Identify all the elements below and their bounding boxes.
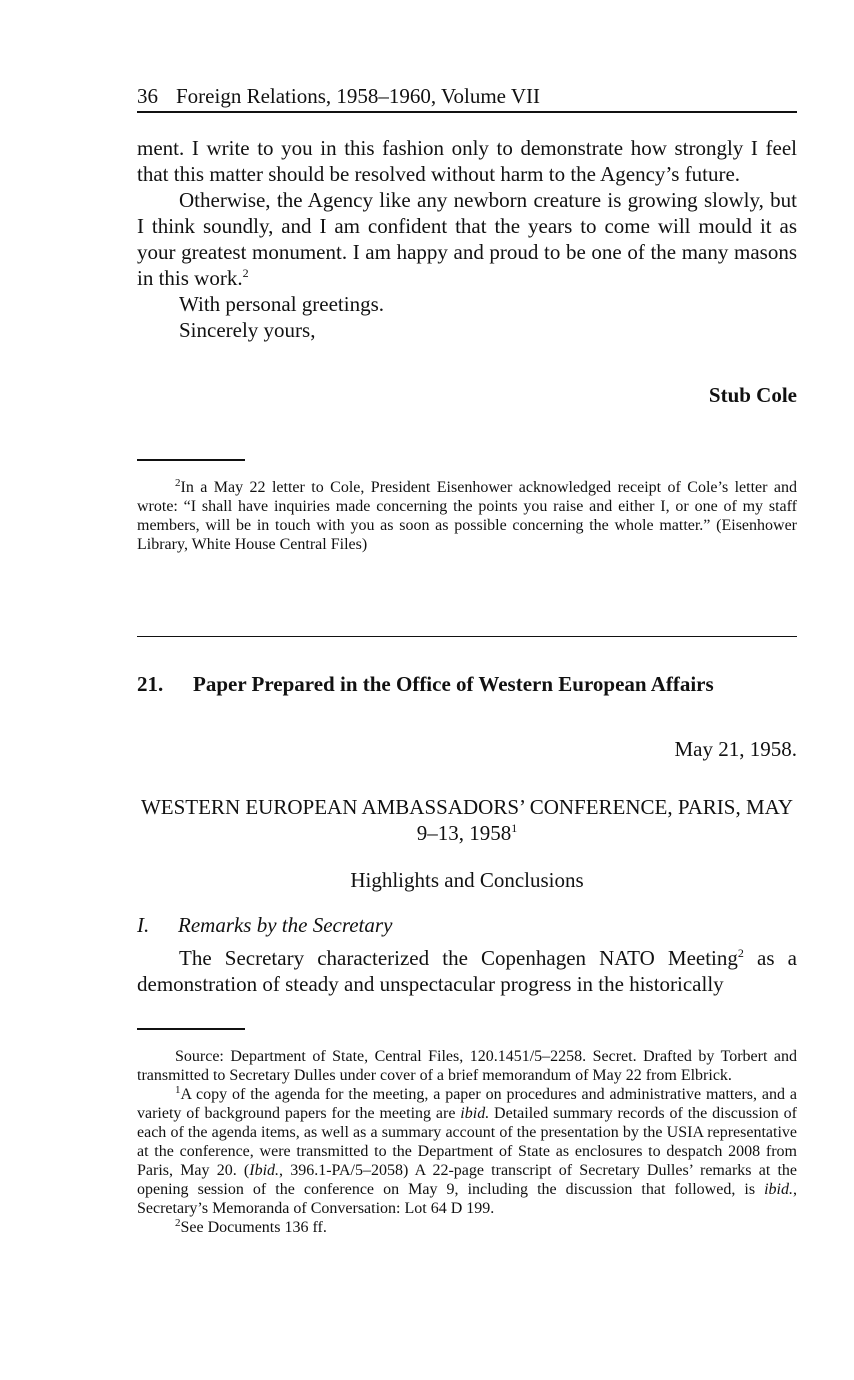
footnote-ref-1: 1: [511, 821, 518, 835]
running-header: [137, 82, 797, 110]
footnote-marker: 2: [175, 477, 181, 489]
signature: Stub Cole: [708, 383, 797, 407]
letter-greeting: With personal greetings.: [179, 292, 385, 316]
footnote-1: $^1$A copy of the agenda for the meeting, a paper on procedures and administrative matters, and a variety of background papers for the meeting are ibid. Detailed summary records of the discussion of each of the agenda items, as well as a summary account of the presentation by the USIA representative at the conference, were transmitted to the Department of State as enclosures to despatch 2008 from Paris, May 20. (Ibid., 396.1-PA/5–2058) A 22-page transcript of Secretary Dulles’ remarks at the opening session of the conference on May 9, including the discussion that followed, is ibid., Secretary’s Memoranda of Conversation: Lot 64 D 199.: [137, 1084, 798, 1217]
footnote-2: $^2$See Documents 136 ff.: [175, 1217, 327, 1236]
letter-paragraph-1: ment. I write to you in this fashion only to demonstrate how strongly I feel that this matter should be resolved without harm to the Agency’s future.: [137, 136, 797, 186]
section-heading: [137, 911, 797, 939]
footnotes-bottom: [137, 1047, 797, 1237]
header-rule: [137, 111, 797, 113]
letter-body: [137, 135, 797, 343]
footnote-ref-2: 2: [242, 266, 249, 280]
footnote-rule-bottom: [137, 1028, 245, 1030]
letter-paragraph-2: Otherwise, the Agency like any newborn creature is growing slowly, but I think soundly, and I am confident that the years to come will mould it as your greatest monument. I am happy and proud to be one of the many masons in this work.$^2$: [137, 188, 797, 290]
document-heading: [137, 670, 797, 698]
subtitle: Highlights and Conclusions: [350, 868, 584, 892]
page-number: 36: [137, 84, 158, 108]
document-title: Paper Prepared in the Office of Western European Affairs: [193, 672, 714, 696]
footnote-ref-2b: 2: [737, 946, 744, 960]
footnote-text: In a May 22 letter to Cole, President Eisenhower acknowledged receipt of Cole’s letter and wrote: “I shall have inquiries made concerning the points you raise and either I, or one of my staff members, will be in touch with you as soon as possible concerning the whole matter.” (Eisenhower Library, White House Central Files): [137, 479, 797, 553]
document-separator: [137, 636, 797, 637]
document-date: May 21, 1958.: [674, 737, 797, 761]
section-title: Remarks by the Secretary: [178, 913, 393, 937]
document-number: 21.: [137, 672, 164, 696]
footnote-rule-top: [137, 459, 245, 461]
section-number: I.: [137, 913, 150, 937]
footnote-top: [137, 478, 797, 554]
source-note: Source: Department of State, Central Files, 120.1451/5–2258. Secret. Drafted by Torbert and transmitted to Secretary Dulles under cover of a brief memorandum of May 22 from Elbrick.: [137, 1048, 797, 1084]
conference-title: WESTERN EUROPEAN AMBASSADORS’ CONFERENCE, PARIS, MAY 9–13, 1958$^1$: [140, 795, 794, 845]
running-title: Foreign Relations, 1958–1960, Volume VII: [176, 84, 540, 108]
letter-closing: Sincerely yours,: [179, 318, 316, 342]
document-body: The Secretary characterized the Copenhagen NATO Meeting$^2$ as a demonstration of steady and unspectacular progress in the historically: [137, 946, 797, 996]
